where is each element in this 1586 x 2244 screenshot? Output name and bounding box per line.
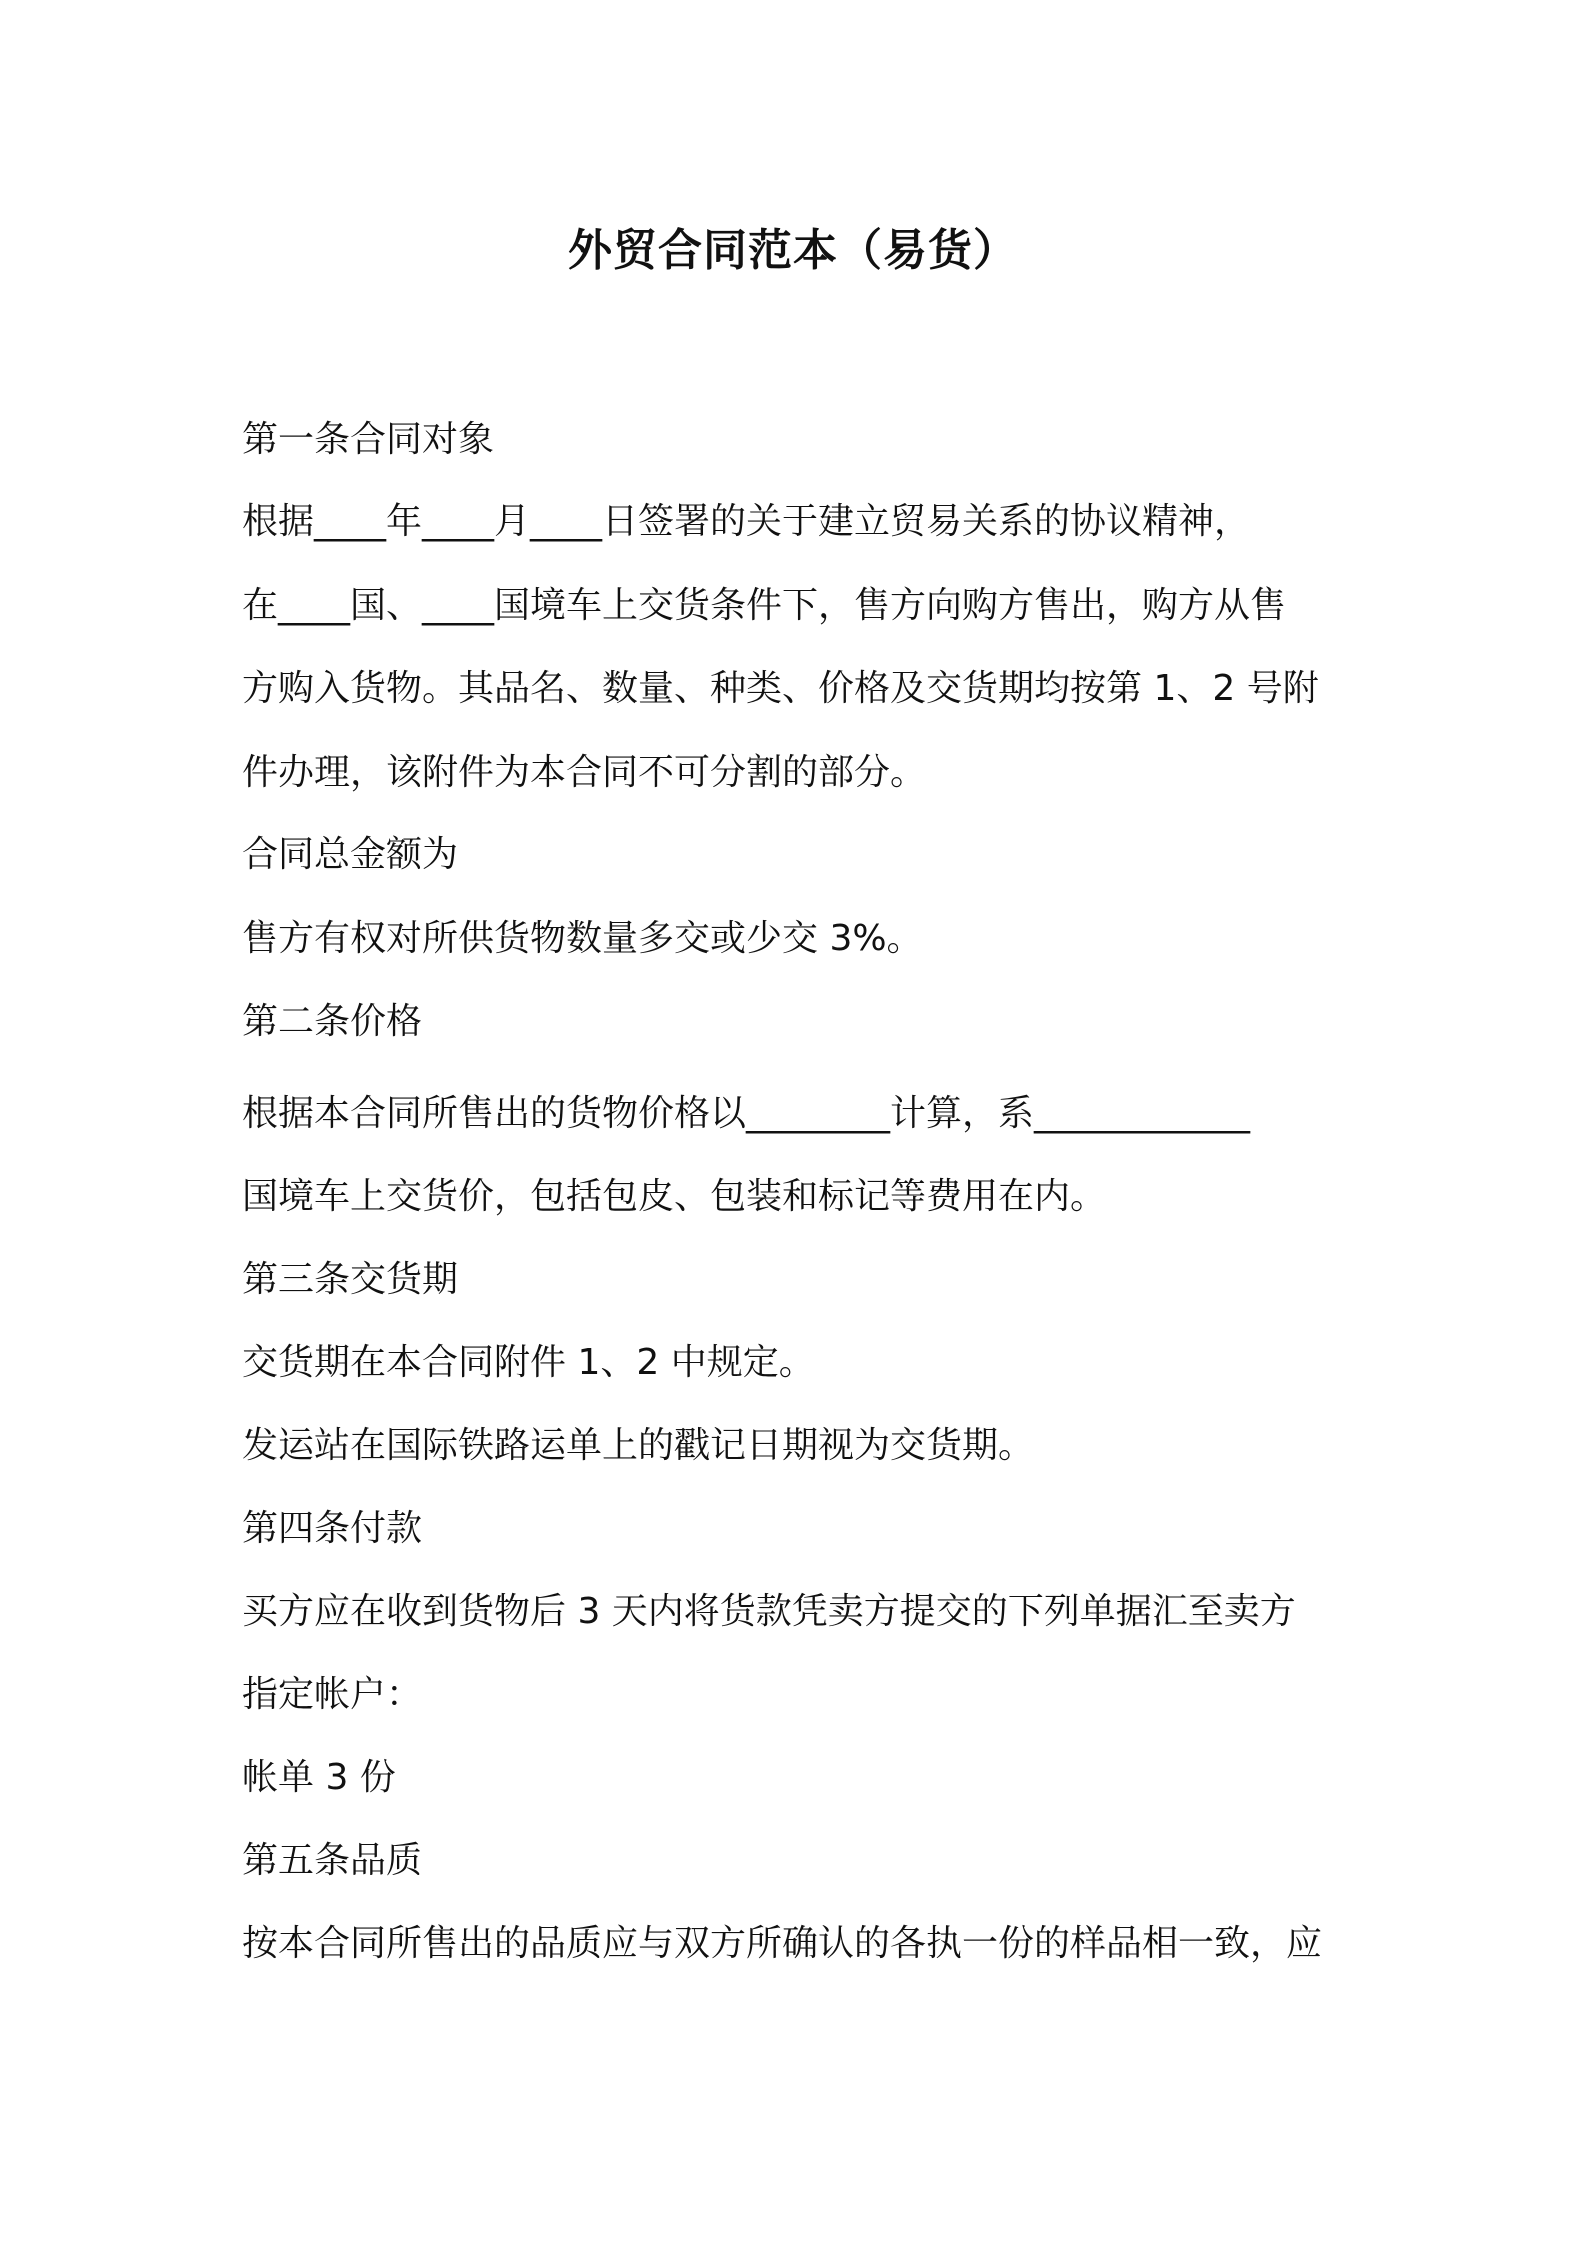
paragraph-line: 在____国、____国境车上交货条件下，售方向购方售出，购方从售 [242, 585, 1287, 626]
section-heading-5: 第五条品质 [242, 1840, 423, 1881]
paragraph-line: 根据本合同所售出的货物价格以________计算，系____________ [242, 1093, 1251, 1134]
section-heading-4: 第四条付款 [242, 1508, 423, 1549]
paragraph-line: 件办理，该附件为本合同不可分割的部分。 [242, 752, 927, 793]
paragraph-line: 买方应在收到货物后 3 天内将货款凭卖方提交的下列单据汇至卖方 [242, 1591, 1296, 1632]
section-heading-2: 第二条价格 [242, 1001, 423, 1042]
paragraph-line: 指定帐户： [242, 1674, 423, 1715]
paragraph-line: 交货期在本合同附件 1、2 中规定。 [242, 1342, 815, 1383]
paragraph-line: 合同总金额为 [242, 834, 459, 875]
paragraph-line: 发运站在国际铁路运单上的戳记日期视为交货期。 [242, 1425, 1035, 1466]
document-title: 外贸合同范本（易货） [568, 225, 1018, 276]
paragraph-line: 帐单 3 份 [242, 1757, 396, 1798]
section-heading-1: 第一条合同对象 [242, 419, 495, 460]
paragraph-line: 方购入货物。其品名、数量、种类、价格及交货期均按第 1、2 号附 [242, 668, 1319, 709]
paragraph-line: 国境车上交货价，包括包皮、包装和标记等费用在内。 [242, 1176, 1107, 1217]
section-heading-3: 第三条交货期 [242, 1259, 459, 1300]
paragraph-line: 售方有权对所供货物数量多交或少交 3%。 [242, 918, 923, 959]
paragraph-line: 根据____年____月____日签署的关于建立贸易关系的协议精神， [242, 501, 1251, 542]
paragraph-line: 按本合同所售出的品质应与双方所确认的各执一份的样品相一致，应 [242, 1923, 1323, 1964]
